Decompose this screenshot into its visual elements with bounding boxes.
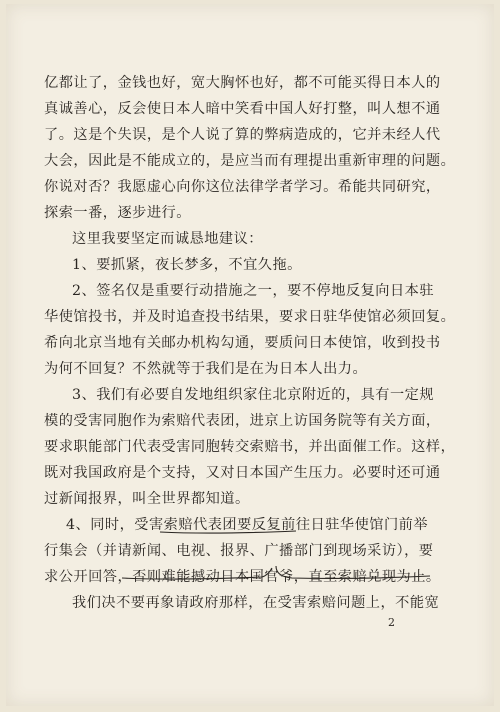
text-line: 希向北京当地有关邮办机构勾通，要质问日本使馆，收到投书 bbox=[44, 335, 441, 351]
text-line: 2、签名仅是重要行动措施之一，要不停地反复向日本驻 bbox=[72, 283, 435, 299]
text-line: 我们决不要再象请政府那样，在受害索赔问题上，不能宽 bbox=[72, 595, 440, 611]
text-line: 亿都让了，金钱也好，宽大胸怀也好，都不可能买得日本人的 bbox=[44, 75, 441, 91]
page-number: 2 bbox=[388, 616, 395, 629]
text-line: 4、同时，受害索赔代表团要反复前往日驻华使馆门前举 bbox=[66, 517, 429, 533]
document-page bbox=[6, 4, 494, 706]
text-line: 求公开回答，否则难能撼动日本国官爷，直至索赔兑现为止。 bbox=[44, 569, 441, 585]
text-line: 1、要抓紧，夜长梦多，不宜久拖。 bbox=[72, 257, 302, 273]
text-line: 过新闻报界，叫全世界都知道。 bbox=[44, 491, 250, 507]
text-line: 真诚善心，反会使日本人暗中笑看中国人好打整，叫人想不通 bbox=[44, 101, 441, 117]
text-line: 大会，因此是不能成立的，是应当而有理提出重新审理的问题。 bbox=[44, 153, 456, 169]
text-line: 3、我们有必要自发地组织家住北京附近的，具有一定规 bbox=[72, 387, 435, 403]
text-line: 你说对否？我愿虚心向你这位法律学者学习。希能共同研究， bbox=[44, 179, 441, 195]
text-line: 了。这是个失误，是个人说了算的弊病造成的，它并未经人代 bbox=[44, 127, 441, 143]
text-line: 要求职能部门代表受害同胞转交索赔书，并出面催工作。这样， bbox=[44, 439, 456, 455]
text-line: 为何不回复？不然就等于我们是在为日本人出力。 bbox=[44, 361, 368, 377]
text-line: 模的受害同胞作为索赔代表团，进京上访国务院等有关方面， bbox=[44, 413, 441, 429]
text-line: 这里我要坚定而诚恳地建议： bbox=[72, 231, 263, 247]
text-line: 探索一番，逐步进行。 bbox=[44, 205, 191, 221]
text-line: 既对我国政府是个支持，又对日本国产生压力。必要时还可通 bbox=[44, 465, 441, 481]
text-line: 行集会（并请新闻、电视、报界、广播部门到现场采访），要 bbox=[44, 543, 434, 559]
text-line: 华使馆投书，并及时追查投书结果，要求日驻华使馆必须回复。 bbox=[44, 309, 456, 325]
